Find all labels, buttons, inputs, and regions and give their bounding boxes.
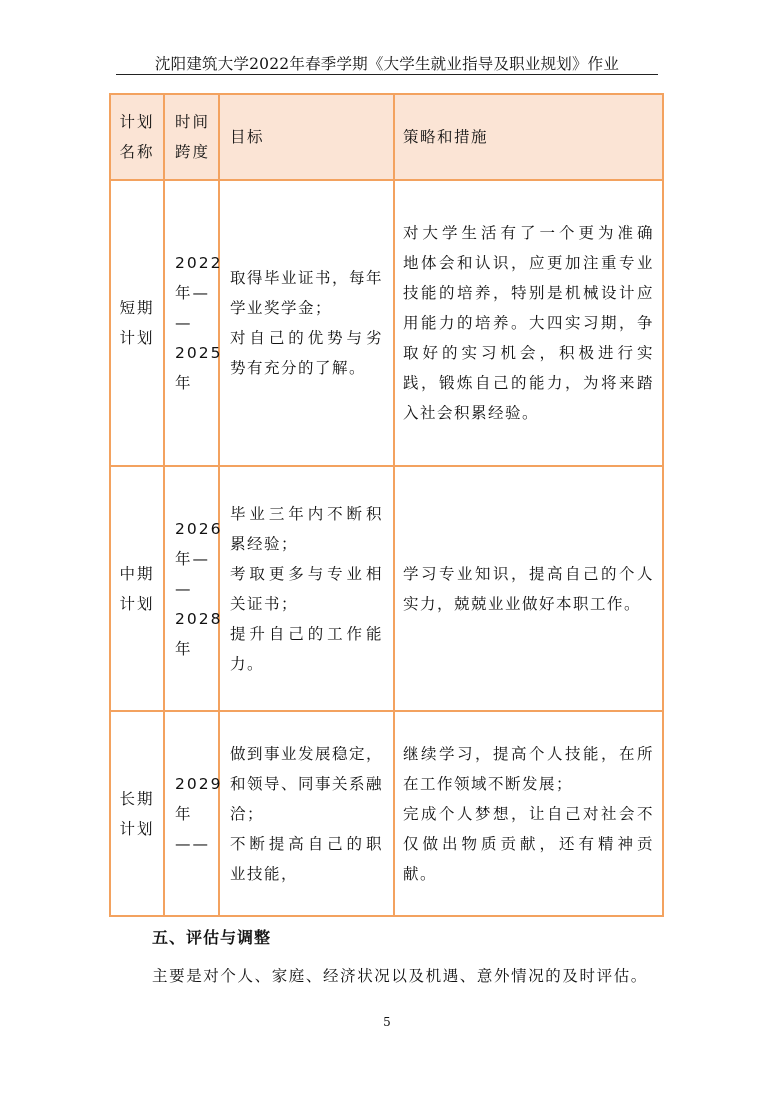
cell-line: 对自己的优势与劣 — [230, 329, 383, 347]
cell-line: 年 — [175, 374, 193, 392]
cell-line: — — [175, 579, 193, 598]
goal-cell — [219, 466, 394, 711]
header-text: 目标 — [230, 128, 265, 146]
header-text: 策略和措施 — [403, 128, 489, 146]
page-number: 5 — [383, 1015, 391, 1029]
cell-line: 短期 — [119, 299, 155, 317]
cell-line: 2022 — [175, 254, 223, 272]
cell-line: 年— — [175, 549, 211, 568]
header-strategy — [394, 94, 663, 180]
plan-name-cell — [110, 711, 164, 916]
header-goal — [219, 94, 394, 180]
cell-line: 年— — [175, 284, 211, 302]
table-row-long-term — [110, 711, 663, 916]
cell-line: 毕业三年内不断积 — [230, 504, 383, 523]
cell-line: 取得毕业证书，每年 — [230, 269, 384, 287]
cell-line: 业技能， — [230, 864, 299, 883]
cell-line: 洽； — [230, 804, 265, 823]
cell-line: 计划 — [119, 329, 155, 347]
cell-line: 2025 — [175, 344, 223, 362]
cell-line: 不断提高自己的职 — [230, 834, 383, 853]
cell-line: 献。 — [403, 864, 438, 883]
cell-line: 中期 — [119, 564, 155, 583]
cell-line: 长期 — [119, 789, 155, 808]
cell-line: 势有充分的了解。 — [230, 359, 367, 377]
cell-line: 完成个人梦想，让自己对社会不 — [403, 804, 654, 823]
goal-cell — [219, 180, 394, 466]
header-time-span — [164, 94, 219, 180]
header-plan-name — [110, 94, 164, 180]
time-span-cell — [164, 466, 223, 711]
cell-line: 力。 — [230, 654, 265, 673]
cell-line: 年 — [175, 804, 193, 823]
cell-line: 学业奖学金； — [230, 299, 333, 317]
cell-line: 取好的实习机会，积极进行实 — [403, 344, 654, 362]
table-row-mid-term — [110, 466, 663, 711]
header-rule — [116, 74, 658, 75]
cell-line: 继续学习，提高个人技能，在所 — [403, 744, 654, 763]
cell-line: 做到事业发展稳定， — [230, 744, 384, 763]
strategy-cell — [394, 711, 663, 916]
cell-line: 累经验； — [230, 534, 299, 553]
time-span-cell — [164, 180, 223, 466]
cell-line: 实力，兢兢业业做好本职工作。 — [403, 594, 642, 613]
cell-line: 考取更多与专业相 — [230, 564, 383, 583]
cell-line: 2026 — [175, 519, 223, 538]
page-header-title: 沈阳建筑大学2022年春季学期《大学生就业指导及职业规划》作业 — [154, 55, 620, 73]
cell-line: 2029 — [175, 774, 223, 793]
plan-name-cell — [110, 180, 164, 466]
section-body: 主要是对个人、家庭、经济状况以及机遇、意外情况的及时评估。 — [152, 967, 648, 985]
cell-line: 践，锻炼自己的能力，为将来踏 — [403, 374, 654, 392]
header-text: 名称 — [119, 143, 155, 161]
strategy-cell — [394, 466, 663, 711]
time-span-cell — [164, 711, 223, 916]
cell-line: 年 — [175, 639, 193, 658]
cell-line: 入社会积累经验。 — [403, 404, 540, 422]
table-row-short-term — [110, 180, 663, 466]
cell-line: 学习专业知识，提高自己的个人 — [403, 564, 654, 583]
header-text: 跨度 — [175, 143, 211, 161]
cell-line: 对大学生活有了一个更为准确 — [403, 224, 654, 242]
section-heading: 五、评估与调整 — [152, 928, 272, 947]
goal-cell — [219, 711, 394, 916]
cell-line: 用能力的培养。大四实习期，争 — [403, 314, 654, 332]
cell-line: 2028 — [175, 609, 223, 628]
cell-line: 和领导、同事关系融 — [230, 774, 384, 793]
cell-line: —— — [175, 834, 210, 853]
cell-line: 计划 — [119, 819, 155, 838]
header-text: 计划 — [119, 113, 155, 131]
cell-line: 关证书； — [230, 594, 299, 613]
header-text: 时间 — [175, 113, 211, 131]
cell-line: 仅做出物质贡献，还有精神贡 — [403, 834, 654, 853]
cell-line: 计划 — [119, 594, 155, 613]
cell-line: 提升自己的工作能 — [230, 624, 383, 643]
strategy-cell — [394, 180, 663, 466]
table-header-row — [110, 94, 663, 180]
plan-name-cell — [110, 466, 164, 711]
cell-line: 在工作领域不断发展； — [403, 774, 574, 793]
cell-line: — — [175, 314, 193, 332]
cell-line: 地体会和认识，应更加注重专业 — [403, 254, 654, 272]
cell-line: 技能的培养，特别是机械设计应 — [403, 284, 654, 302]
career-plan-table — [109, 93, 664, 917]
